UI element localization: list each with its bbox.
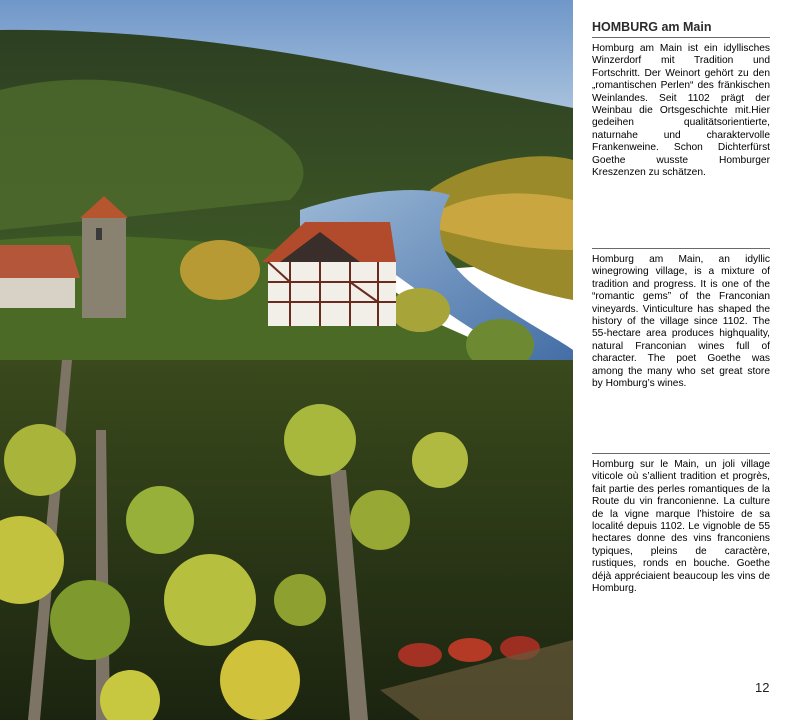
english-divider: [592, 248, 770, 249]
english-paragraph: Homburg am Main, an idyllic winegrowing village, is a mixture of tradition and progress. It is one of the “romantic gems” of the Franconian vineyards. Vinticulture has shaped the history of the village since 1102. The 55-hectare area produces highquality, natural Franconian wines full of character. The poet Goethe was among the many who set great store by Homburg’s wines.: [592, 254, 770, 390]
page-title: HOMBURG am Main: [592, 20, 712, 34]
french-paragraph: Homburg sur le Main, un joli village viticole où s’allient tradition et progrès, fait partie des perles romantiques de la Route du vin franconienne. La culture de la vigne marque l’histoire de sa localité depuis 1102. Le vignoble de 55 hectares donne des vins franconiens typiques, pleins de caractère, rustiques, ronds en bouche. Goethe déjà appréciaient beaucoup les vins de Homburg.: [592, 459, 770, 595]
german-paragraph: Homburg am Main ist ein idyllisches Winzerdorf mit Tradition und Fortschritt. Der Weinort gehört zu den „romantischen Perlen“ des fränkischen Weinlandes. Seit 1102 prägt der Weinbau die Ortsgeschichte mit.Hier gedeihen qualitätsorientierte, naturnahe und charaktervolle Frankenweine. Schon Dichterfürst Goethe wusste Homburger Kreszenzen zu schätzen.: [592, 43, 770, 179]
red-roof-house: [0, 245, 80, 308]
french-divider: [592, 453, 770, 454]
title-divider: [592, 37, 770, 38]
german-text-block: [592, 20, 770, 179]
church-tower: [80, 196, 128, 318]
french-text-block: [592, 453, 770, 595]
page-number: 12: [755, 680, 770, 695]
english-text-block: [592, 248, 770, 390]
